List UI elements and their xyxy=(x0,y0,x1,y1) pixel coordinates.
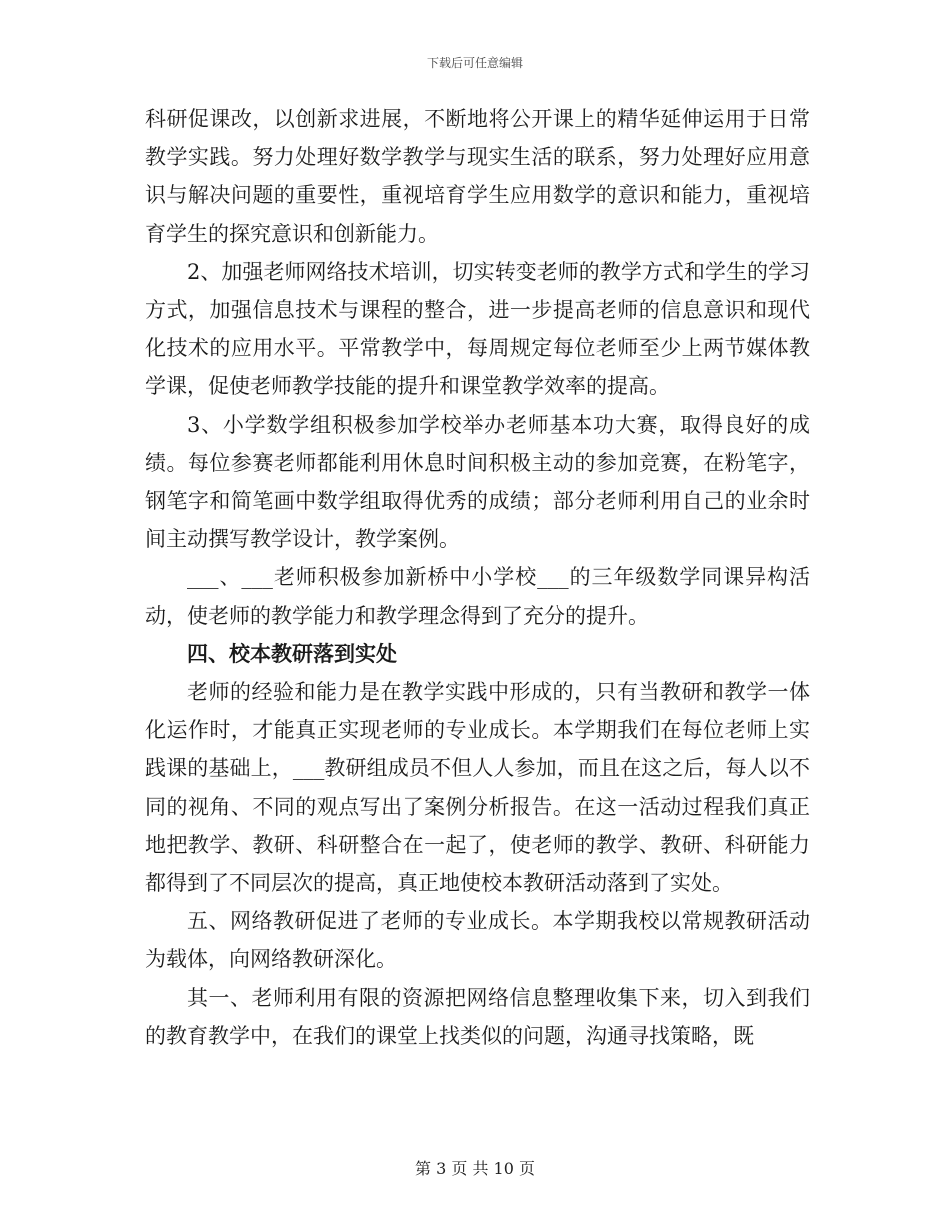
page-number: 第 3 页 共 10 页 xyxy=(415,1159,535,1178)
section-heading-4: 四、校本教研落到实处 xyxy=(187,641,397,666)
paragraph-item-3: 3、小学数学组积极参加学校举办老师基本功大赛，取得良好的成绩。每位参赛老师都能利用休息时间积极主动的参加竞赛，在粉笔字，钢笔字和简笔画中数学组取得优秀的成绩；部分老师利用自己的业余时间主动撰写教学设计，教学案例。 xyxy=(145,412,810,552)
document-body xyxy=(145,100,810,1055)
paragraph-item-2: 2、加强老师网络技术培训，切实转变老师的教学方式和学生的学习方式，加强信息技术与课程的整合，进一步提高老师的信息意识和现代化技术的应用水平。平常教学中，每周规定每位老师至少上两节媒体教学课，促使老师教学技能的提升和课堂教学效率的提高。 xyxy=(145,259,810,399)
paragraph-section-5: 五、网络教研促进了老师的专业成长。本学期我校以常规教研活动为载体，向网络教研深化。 xyxy=(145,909,810,972)
paragraph-school-research: 老师的经验和能力是在教学实践中形成的，只有当教研和教学一体化运作时，才能真正实现老师的专业成长。本学期我们在每位老师上实践课的基础上，___教研组成员不但人人参加，而且在这之后，每人以不同的视角、不同的观点写出了案例分析报告。在这一活动过程我们真正地把教学、教研、科研整合在一起了，使老师的教学、教研、科研能力都得到了不同层次的提高，真正地使校本教研活动落到了实处。 xyxy=(145,680,810,896)
paragraph-first-point: 其一、老师利用有限的资源把网络信息整理收集下来，切入到我们的教育教学中，在我们的课堂上找类似的问题，沟通寻找策略，既 xyxy=(145,985,810,1048)
paragraph-continuation: 科研促课改，以创新求进展，不断地将公开课上的精华延伸运用于日常教学实践。努力处理好数学教学与现实生活的联系，努力处理好应用意识与解决问题的重要性，重视培育学生应用数学的意识和能力，重视培育学生的探究意识和创新能力。 xyxy=(145,107,810,246)
paragraph-activity: ___、___老师积极参加新桥中小学校___的三年级数学同课异构活动，使老师的教学能力和教学理念得到了充分的提升。 xyxy=(145,565,810,628)
page-header-note: 下载后可任意编辑 xyxy=(426,56,523,70)
